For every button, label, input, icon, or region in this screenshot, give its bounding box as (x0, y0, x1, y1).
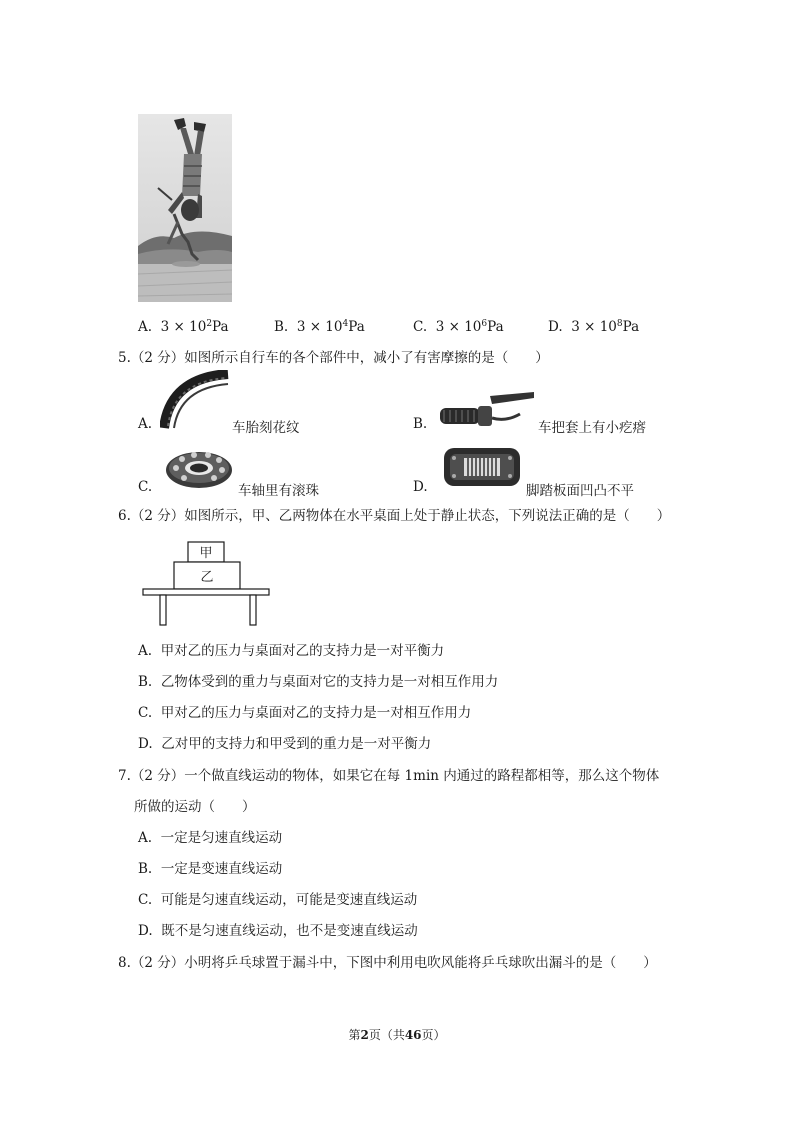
q6-option-b (138, 673, 498, 691)
q7-number: 7. (118, 768, 131, 784)
q6-option-letter: B. (138, 674, 153, 690)
q4-option-a (138, 319, 229, 335)
page-footer (0, 1026, 794, 1043)
q6-option-letter: C. (138, 705, 153, 721)
q7-option-letter: A. (138, 830, 153, 846)
q5-option-d-text: 脚踏板面凹凸不平 (526, 483, 634, 499)
q4-option-letter: B. (274, 319, 289, 335)
q6-option-d (138, 735, 431, 753)
q4-option-letter: A. (138, 319, 153, 335)
footer-mid: 页（共 (368, 1028, 405, 1042)
q6-option-c (138, 704, 471, 722)
q6-option-text: 乙对甲的支持力和甲受到的重力是一对平衡力 (161, 736, 432, 752)
q4-option-letter: D. (548, 319, 563, 335)
blocks-on-table-diagram (140, 538, 272, 628)
table-leg-right (250, 595, 256, 625)
q7-option-text: 一定是变速直线运动 (160, 861, 283, 877)
tabletop (143, 589, 269, 595)
q7-option-c (138, 891, 417, 909)
q6-option-text: 乙物体受到的重力与桌面对它的支持力是一对相互作用力 (160, 674, 499, 690)
footer-prefix: 第 (348, 1028, 361, 1042)
q4-option-exp: 6 (481, 319, 488, 329)
q8-stem-text: （2 分）小明将乒乓球置于漏斗中，下图中利用电吹风能将乒乓球吹出漏斗的是（ ） (130, 955, 657, 971)
q5-stem (118, 349, 549, 367)
q6-stem-text: （2 分）如图所示，甲、乙两物体在水平桌面上处于静止状态，下列说法正确的是（ ） (130, 508, 671, 524)
q4-option-unit: Pa (348, 319, 365, 335)
q7-option-letter: D. (138, 923, 153, 939)
q5-option-a-text: 车胎刻花纹 (232, 420, 300, 436)
q4-option-base: 3 × 10 (160, 319, 207, 335)
q4-option-letter: C. (413, 319, 428, 335)
q6-number: 6. (118, 508, 131, 524)
q7-option-d (138, 922, 418, 940)
q4-option-base: 3 × 10 (571, 319, 617, 335)
q8-stem (118, 954, 657, 972)
q7-stem-text: （2 分）一个做直线运动的物体，如果它在每 1min 内通过的路程都相等，那么这个物体 (130, 768, 660, 784)
q5-option-c-text: 车轴里有滚珠 (238, 483, 319, 499)
q4-option-base: 3 × 10 (296, 319, 343, 335)
q5-option-b-text: 车把套上有小疙瘩 (538, 420, 646, 436)
q5-option-c-letter: C. (138, 479, 153, 495)
footer-page-number: 2 (360, 1028, 369, 1042)
q7-option-letter: C. (138, 892, 153, 908)
q7-option-letter: B. (138, 861, 153, 877)
q5-option-b-letter: B. (413, 416, 428, 432)
tire-icon (160, 370, 232, 430)
q8-number: 8. (118, 955, 131, 971)
q6-option-letter: D. (138, 736, 153, 752)
q7-option-text: 一定是匀速直线运动 (160, 830, 283, 846)
q6-option-text: 甲对乙的压力与桌面对乙的支持力是一对平衡力 (160, 643, 445, 659)
q5-number: 5. (118, 350, 131, 366)
pedal-icon (440, 442, 524, 490)
q4-option-exp: 4 (342, 319, 349, 329)
q6-option-a (138, 642, 444, 660)
footer-suffix: 页） (421, 1028, 446, 1042)
q4-option-c (413, 319, 504, 335)
q4-option-base: 3 × 10 (435, 319, 482, 335)
q4-option-unit: Pa (487, 319, 504, 335)
handstand-photo (138, 114, 232, 302)
bearing-icon (164, 446, 234, 492)
block-yi-label: 乙 (200, 570, 214, 585)
handlebar-grip-icon (436, 388, 536, 432)
q6-stem (118, 507, 670, 525)
q4-option-unit: Pa (622, 319, 640, 335)
q7-option-text: 既不是匀速直线运动，也不是变速直线运动 (161, 923, 418, 939)
q5-option-d-letter: D. (413, 479, 428, 495)
q6-option-text: 甲对乙的压力与桌面对乙的支持力是一对相互作用力 (160, 705, 472, 721)
q7-option-b (138, 860, 282, 878)
q4-option-b (274, 319, 365, 335)
q5-stem-text: （2 分）如图所示自行车的各个部件中，减小了有害摩擦的是（ ） (130, 350, 549, 366)
q7-stem-line1 (118, 767, 659, 785)
q7-stem-line2: 所做的运动（ ） (134, 799, 256, 815)
footer-total-pages: 46 (404, 1028, 422, 1042)
q4-option-exp: 8 (616, 319, 623, 329)
block-jia-label: 甲 (199, 546, 213, 561)
q4-option-unit: Pa (212, 319, 229, 335)
q4-option-d (548, 319, 639, 335)
q6-option-letter: A. (138, 643, 153, 659)
q5-option-a-letter: A. (138, 416, 153, 432)
q4-option-exp: 2 (206, 319, 213, 329)
q7-option-text: 可能是匀速直线运动，可能是变速直线运动 (160, 892, 418, 908)
q7-option-a (138, 829, 282, 847)
table-leg-left (160, 595, 166, 625)
